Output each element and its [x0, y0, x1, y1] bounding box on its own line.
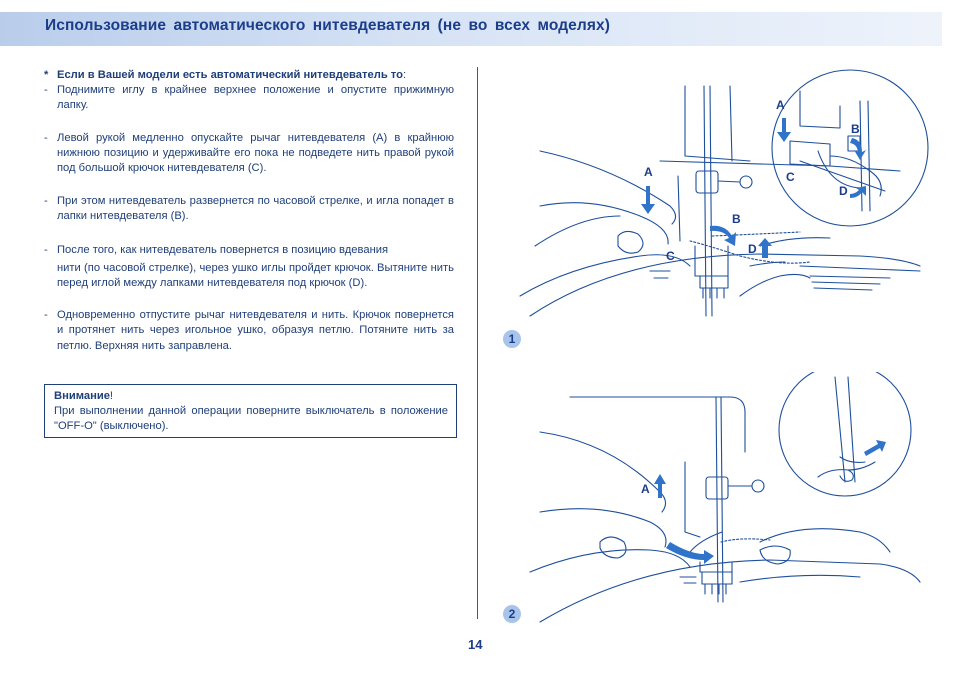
page-header-band	[0, 12, 942, 46]
step-4	[44, 243, 454, 292]
warning-title-punct: !	[109, 390, 114, 402]
fig1-inset-label-c: C	[786, 170, 795, 184]
figure-1-number-badge: 1	[503, 330, 521, 348]
fig1-inset-label-d: D	[839, 184, 848, 198]
intro-line	[44, 68, 454, 83]
step-dash: -	[44, 84, 48, 97]
fig1-label-a: A	[644, 165, 653, 179]
step-text: Поднимите иглу в крайнее верхнее положение и опустите прижимную лапку.	[57, 84, 454, 112]
step-text-rest: нити (по часовой стрелке), через ушко иглы пройдет крючок. Вытяните нить перед иглой между лапками нитевдевателя под крючок (D).	[57, 261, 454, 290]
step-5	[44, 308, 454, 354]
step-text: Левой рукой медленно опускайте рычаг нитевдевателя (А) в крайнюю нижнюю позицию и удерживайте его пока не подведете нить правой рукой под большой крючок нитевдевателя (С).	[57, 131, 454, 175]
step-dash: -	[44, 131, 48, 144]
intro-tail: :	[402, 69, 407, 81]
fig1-inset-label-b: B	[851, 122, 860, 136]
step-text: При этом нитевдеватель развернется по часовой стрелке, и игла попадет в лапки нитевдевателя (В).	[57, 195, 454, 223]
warning-box	[44, 384, 457, 438]
warning-title: Внимание	[54, 390, 110, 402]
fig1-label-c: C	[666, 249, 675, 263]
step-text: Одновременно отпустите рычаг нитевдевателя и нить. Крючок повернется и протянет нить через игольное ушко, образуя петлю. Потяните нить за петлю. Верхняя нить заправлена.	[57, 309, 454, 352]
step-dash: -	[44, 309, 48, 322]
step-3	[44, 194, 454, 224]
step-dash: -	[44, 195, 48, 208]
step-text-line-1: После того, как нитевдеватель повернется в позицию вдевания	[57, 243, 389, 256]
warning-text: При выполнении данной операции поверните выключатель в положение "OFF-O" (выключено).	[54, 405, 448, 432]
step-dash: -	[44, 243, 48, 256]
page-number: 14	[468, 637, 483, 652]
intro-marker: *	[44, 69, 49, 81]
instructions-column	[44, 68, 454, 354]
fig1-inset-label-a: A	[776, 98, 785, 112]
intro-bold-text: Если в Вашей модели есть автоматический нитевдеватель то	[57, 69, 403, 81]
figure-2-illustration	[500, 372, 940, 628]
figure-2-number-badge: 2	[503, 605, 521, 623]
step-1	[44, 83, 454, 113]
fig2-label-a: A	[641, 482, 650, 496]
fig1-label-d: D	[748, 242, 757, 256]
page-title: Использование автоматического нитевдевателя (не во всех моделях)	[45, 17, 610, 34]
figure-1-illustration	[500, 66, 940, 328]
column-divider	[477, 67, 478, 619]
step-2	[44, 131, 454, 177]
fig1-label-b: B	[732, 212, 741, 226]
